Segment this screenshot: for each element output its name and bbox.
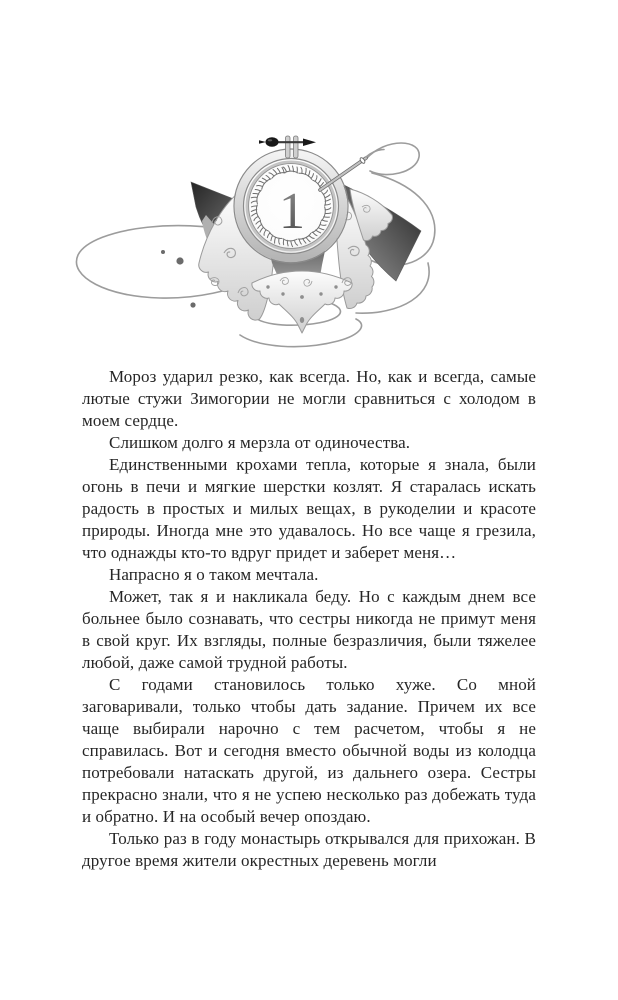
chapter-ornament	[0, 115, 618, 350]
paragraph: Единственными крохами тепла, которые я знала, были огонь в печи и мягкие шерстки козлят. Я старалась искать радость в простых и милых вещах, в рукоделии и красоте природы. Иногда мне это удавалось. Но все чаще я грезила, что однажды кто-то вдруг придет и заберет меня…	[82, 455, 536, 562]
chapter-number: 1	[279, 183, 305, 240]
chapter-text	[82, 366, 536, 872]
paragraph: Напрасно я о таком мечтала.	[109, 565, 319, 584]
paragraph: Мороз ударил резко, как всегда. Но, как и всегда, самые лютые стужи Зимогории не могли сравниться с холодом в моем сердце.	[82, 367, 536, 430]
paragraph: С годами становилось только хуже. Со мной заговаривали, только чтобы дать задание. Причем их все чаще выбирали нарочно с тем расчетом, чтобы я не справилась. Вот и сегодня вместо обычной воды из колодца потребовали натаскать другой, из дальнего озера. Сестры прекрасно знали, что я не успею несколько раз добежать туда и обратно. И на особый вечер опоздаю.	[82, 675, 536, 826]
thread-dots	[161, 250, 196, 308]
paragraph: Слишком долго я мерзла от одиночества.	[109, 433, 411, 452]
paragraph: Только раз в году монастырь открывался для прихожан. В другое время жители окрестных деревень могли	[82, 829, 536, 870]
paragraph: Может, так я и накликала беду. Но с каждым днем все больнее было сознавать, что сестры никогда не примут меня в свой круг. Их взгляды, полные безразличия, были тяжелее любой, даже самой трудной работы.	[82, 587, 536, 672]
